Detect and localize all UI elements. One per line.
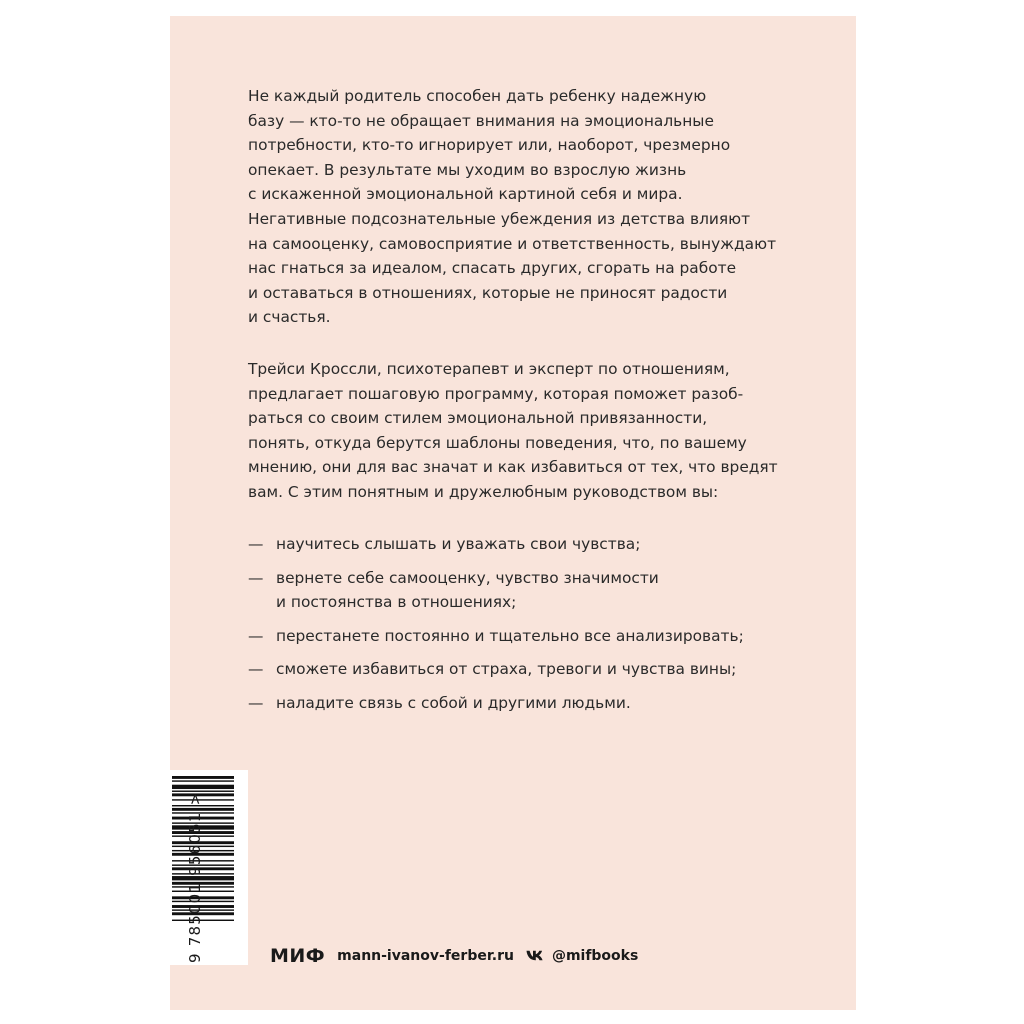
text-line: и оставаться в отношениях, которые не приносят радости xyxy=(248,283,728,302)
isbn-digits: 9 785001 956051 > xyxy=(186,791,204,963)
barcode-bar xyxy=(172,785,234,789)
text-line: перестанете постоянно и тщательно все анализировать; xyxy=(276,626,744,645)
barcode-bar xyxy=(172,776,234,779)
barcode-bar xyxy=(172,780,234,781)
bullet-dash: — xyxy=(248,693,264,712)
text-line: понять, откуда берутся шаблоны поведения, что, по вашему xyxy=(248,433,747,452)
social-handle[interactable]: @mifbooks xyxy=(551,948,639,964)
text-line: базу — кто-то не обращает внимания на эмоциональные xyxy=(248,111,714,130)
bullet-dash: — xyxy=(248,626,264,645)
text-line: раться со своим стилем эмоциональной привязанности, xyxy=(248,409,708,428)
text-line: опекает. В результате мы уходим во взрослую жизнь xyxy=(248,160,687,179)
description-paragraph-2 xyxy=(248,357,788,505)
website-link[interactable]: mann-ivanov-ferber.ru xyxy=(337,948,514,964)
text-line: сможете избавиться от страха, тревоги и чувства вины; xyxy=(276,660,737,679)
bullet-dash: — xyxy=(248,660,264,679)
text-line: вам. С этим понятным и дружелюбным руководством вы: xyxy=(248,482,719,501)
bullet-dash: — xyxy=(248,535,264,553)
bullet-dash: — xyxy=(248,568,264,587)
description-paragraph-1 xyxy=(248,84,788,330)
vk-icon xyxy=(526,949,546,963)
list-item xyxy=(248,691,808,716)
list-item xyxy=(248,532,808,557)
text-line: научитесь слышать и уважать свои чувства; xyxy=(276,535,641,553)
text-line: и счастья. xyxy=(248,308,331,327)
list-item xyxy=(248,566,808,615)
text-line: Не каждый родитель способен дать ребенку надежную xyxy=(248,87,707,105)
list-item xyxy=(248,657,808,682)
publisher-logo: МИФ xyxy=(270,945,326,967)
publisher-footer xyxy=(270,942,638,970)
text-line: вернете себе самооценку, чувство значимости xyxy=(276,568,659,587)
barcode-bars xyxy=(170,770,248,965)
text-line: с искаженной эмоциональной картиной себя и мира. xyxy=(248,185,683,204)
text-line: Трейси Кроссли, психотерапевт и эксперт по отношениям, xyxy=(248,360,730,378)
text-line: предлагает пошаговую программу, которая поможет разоб- xyxy=(248,384,744,403)
benefits-list xyxy=(248,532,808,725)
text-line: мнению, они для вас значат и как избавиться от тех, что вредят xyxy=(248,458,778,477)
text-line: потребности, кто-то игнорирует или, наоборот, чрезмерно xyxy=(248,136,731,155)
text-line: Негативные подсознательные убеждения из детства влияют xyxy=(248,209,751,228)
text-line: и постоянства в отношениях; xyxy=(276,593,517,612)
text-line: нас гнаться за идеалом, спасать других, сгорать на работе xyxy=(248,259,737,278)
list-item xyxy=(248,624,808,649)
barcode xyxy=(170,770,248,965)
text-line: наладите связь с собой и другими людьми. xyxy=(276,693,631,712)
text-line: на самооценку, самовосприятие и ответственность, вынуждают xyxy=(248,234,777,253)
